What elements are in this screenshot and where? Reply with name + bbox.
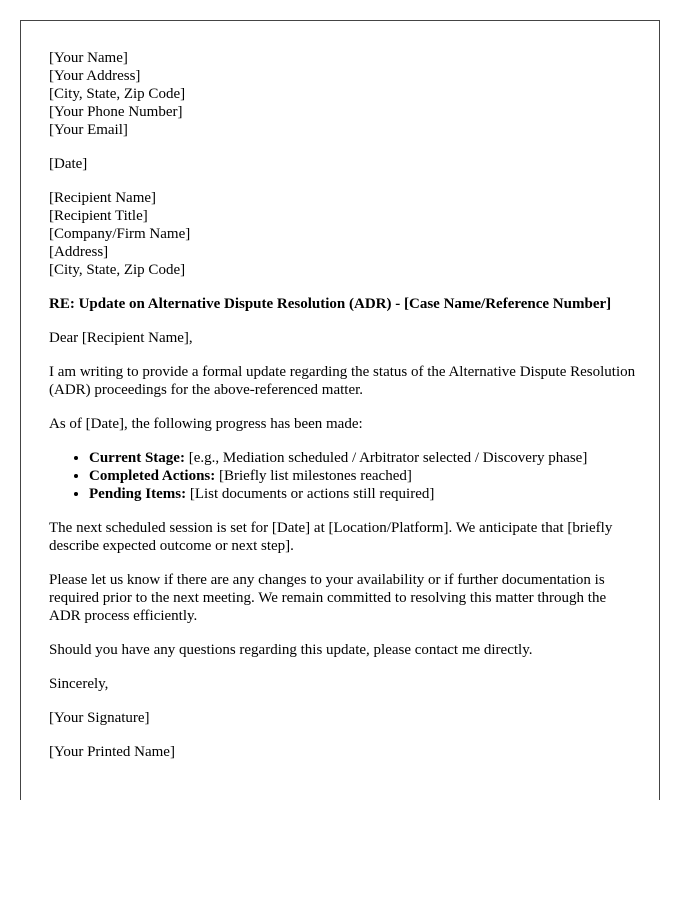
- recipient-name: [Recipient Name]: [49, 190, 157, 206]
- letter-content: [49, 49, 639, 777]
- salutation: Dear [Recipient Name],: [49, 330, 193, 346]
- sender-address: [Your Address]: [49, 68, 141, 84]
- list-item-completed-actions: [89, 467, 639, 485]
- list-item-label: Pending Items:: [89, 486, 187, 502]
- sender-city: [City, State, Zip Code]: [49, 86, 186, 102]
- letter-date: [Date]: [49, 156, 88, 172]
- recipient-title: [Recipient Title]: [49, 208, 148, 224]
- sender-phone: [Your Phone Number]: [49, 104, 183, 120]
- sender-block: [49, 49, 639, 139]
- progress-list: [49, 449, 639, 503]
- printed-name-placeholder: [Your Printed Name]: [49, 744, 175, 760]
- body-paragraph-5: Should you have any questions regarding this update, please contact me directly.: [49, 642, 533, 658]
- list-item-text: [List documents or actions still required]: [186, 486, 435, 502]
- date-block: [49, 155, 639, 173]
- body-paragraph-1: I am writing to provide a formal update regarding the status of the Alternative Dispute Resolution (ADR) proceedings for the above-referenced matter.: [49, 364, 636, 398]
- list-item-text: [Briefly list milestones reached]: [215, 468, 412, 484]
- list-item-text: [e.g., Mediation scheduled / Arbitrator selected / Discovery phase]: [184, 450, 588, 466]
- sender-email: [Your Email]: [49, 122, 128, 138]
- body-paragraph-2: As of [Date], the following progress has been made:: [49, 416, 363, 432]
- recipient-company: [Company/Firm Name]: [49, 226, 191, 242]
- sender-name: [Your Name]: [49, 50, 128, 66]
- closing: Sincerely,: [49, 676, 109, 692]
- subject-line: RE: Update on Alternative Dispute Resolution (ADR) - [Case Name/Reference Number]: [49, 296, 612, 312]
- list-item-label: Completed Actions:: [89, 468, 216, 484]
- list-item-pending-items: [89, 485, 639, 503]
- recipient-block: [49, 189, 639, 279]
- recipient-address: [Address]: [49, 244, 109, 260]
- recipient-city: [City, State, Zip Code]: [49, 262, 186, 278]
- list-item-label: Current Stage:: [89, 450, 185, 466]
- body-paragraph-4: Please let us know if there are any changes to your availability or if further documentation is required prior to the next meeting. We remain committed to resolving this matter through the ADR process efficiently.: [49, 572, 607, 624]
- letter-page: [20, 20, 660, 800]
- body-paragraph-3: The next scheduled session is set for [Date] at [Location/Platform]. We anticipate that [briefly describe expected outcome or next step].: [49, 520, 613, 554]
- signature-placeholder: [Your Signature]: [49, 710, 150, 726]
- list-item-current-stage: [89, 449, 639, 467]
